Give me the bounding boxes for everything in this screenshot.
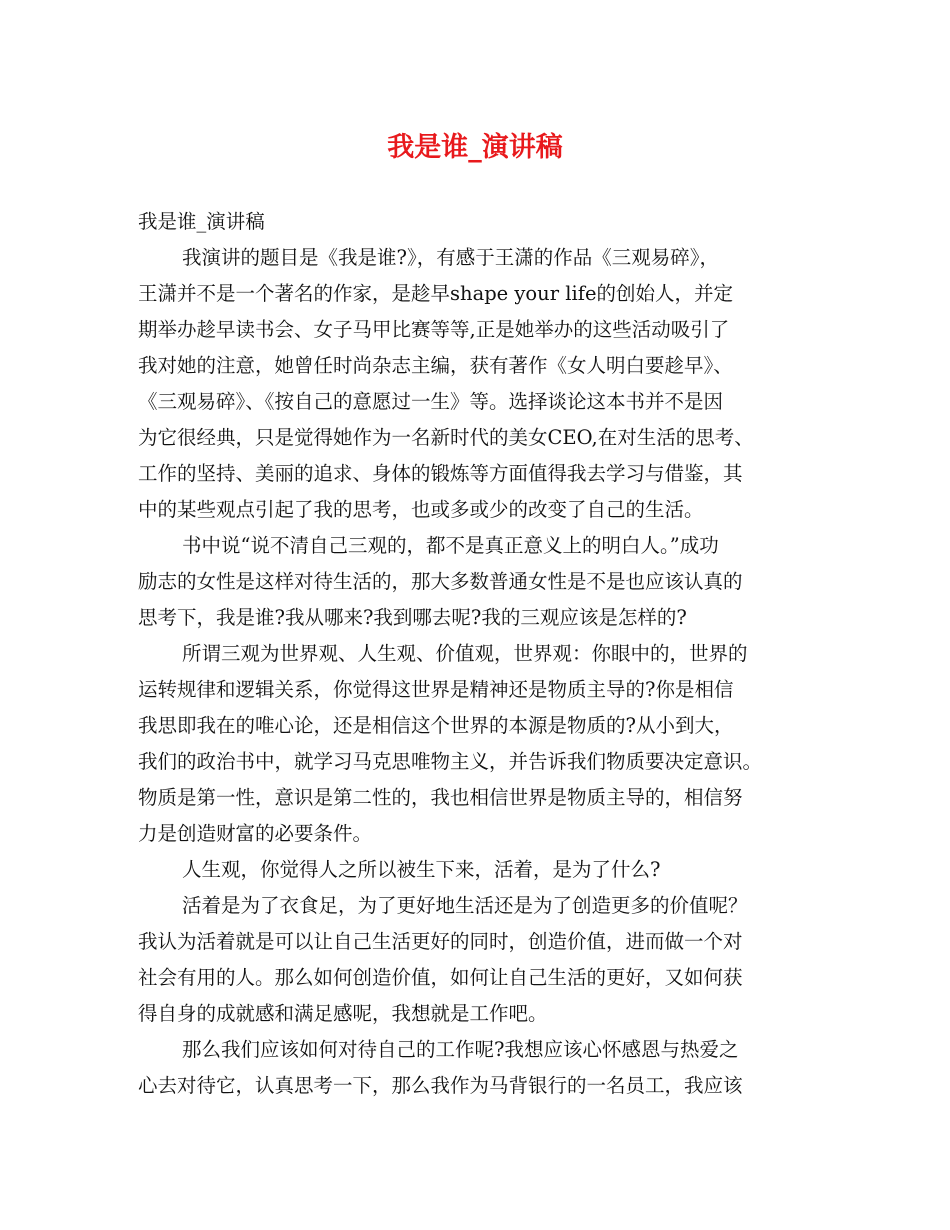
paragraph — [138, 528, 822, 636]
paragraph-line: 我对她的注意，她曾任时尚杂志主编，获有著作《女人明白要趁早》、 — [138, 354, 733, 377]
document-body — [138, 204, 822, 1104]
paragraph-line: 中的某些观点引起了我的思考，也或多或少的改变了自己的生活。 — [138, 498, 704, 521]
paragraph-line: 书中说“说不清自己三观的，都不是真正意义上的明白人。”成功 — [182, 534, 719, 557]
document-title: 我是谁_演讲稿 — [387, 132, 563, 163]
paragraph-line: 思考下，我是谁?我从哪来?我到哪去呢?我的三观应该是怎样的? — [138, 606, 687, 629]
paragraph-line: 王潇并不是一个著名的作家，是趁早shape your life的创始人，并定 — [138, 282, 733, 305]
paragraph-line: 运转规律和逻辑关系，你觉得这世界是精神还是物质主导的?你是相信 — [138, 678, 734, 701]
document-subtitle: 我是谁_演讲稿 — [138, 210, 265, 233]
paragraph-line: 励志的女性是这样对待生活的，那大多数普通女性是不是也应该认真的 — [138, 570, 743, 593]
paragraph-line: 我思即我在的唯心论，还是相信这个世界的本源是物质的?从小到大， — [138, 714, 734, 737]
paragraph — [138, 852, 822, 888]
paragraph-line: 心去对待它，认真思考一下，那么我作为马背银行的一名员工，我应该 — [138, 1074, 743, 1097]
paragraph — [138, 240, 822, 528]
paragraph-line: 物质是第一性，意识是第二性的，我也相信世界是物质主导的，相信努 — [138, 786, 743, 809]
paragraph-line: 《三观易碎》、《按自己的意愿过一生》等。选择谈论这本书并不是因 — [138, 390, 724, 413]
paragraph-list — [138, 240, 822, 1104]
paragraph-line: 人生观，你觉得人之所以被生下来，活着，是为了什么? — [182, 858, 661, 881]
paragraph — [138, 636, 822, 852]
paragraph-line: 那么我们应该如何对待自己的工作呢?我想应该心怀感恩与热爱之 — [182, 1038, 739, 1061]
paragraph-line: 活着是为了衣食足，为了更好地生活还是为了创造更多的价值呢？ — [182, 894, 748, 917]
paragraph-line: 得自身的成就感和满足感呢，我想就是工作吧。 — [138, 1002, 548, 1025]
paragraph-line: 我认为活着就是可以让自己生活更好的同时，创造价值，进而做一个对 — [138, 930, 743, 953]
paragraph-line: 工作的坚持、美丽的追求、身体的锻炼等方面值得我去学习与借鉴，其 — [138, 462, 743, 485]
paragraph-line: 期举办趁早读书会、女子马甲比赛等等,正是她举办的这些活动吸引了 — [138, 318, 730, 341]
paragraph-line: 为它很经典，只是觉得她作为一名新时代的美女CEO,在对生活的思考、 — [138, 426, 754, 449]
paragraph-line: 力是创造财富的必要条件。 — [138, 822, 373, 845]
paragraph-line: 我演讲的题目是《我是谁?》，有感于王潇的作品《三观易碎》， — [182, 246, 719, 269]
paragraph-line: 我们的政治书中，就学习马克思唯物主义，并告诉我们物质要决定意识。 — [138, 750, 763, 773]
paragraph-line: 所谓三观为世界观、人生观、价值观，世界观：你眼中的，世界的 — [182, 642, 748, 665]
paragraph — [138, 1032, 822, 1104]
paragraph-line: 社会有用的人。那么如何创造价值，如何让自己生活的更好，又如何获 — [138, 966, 743, 989]
paragraph — [138, 888, 822, 1032]
